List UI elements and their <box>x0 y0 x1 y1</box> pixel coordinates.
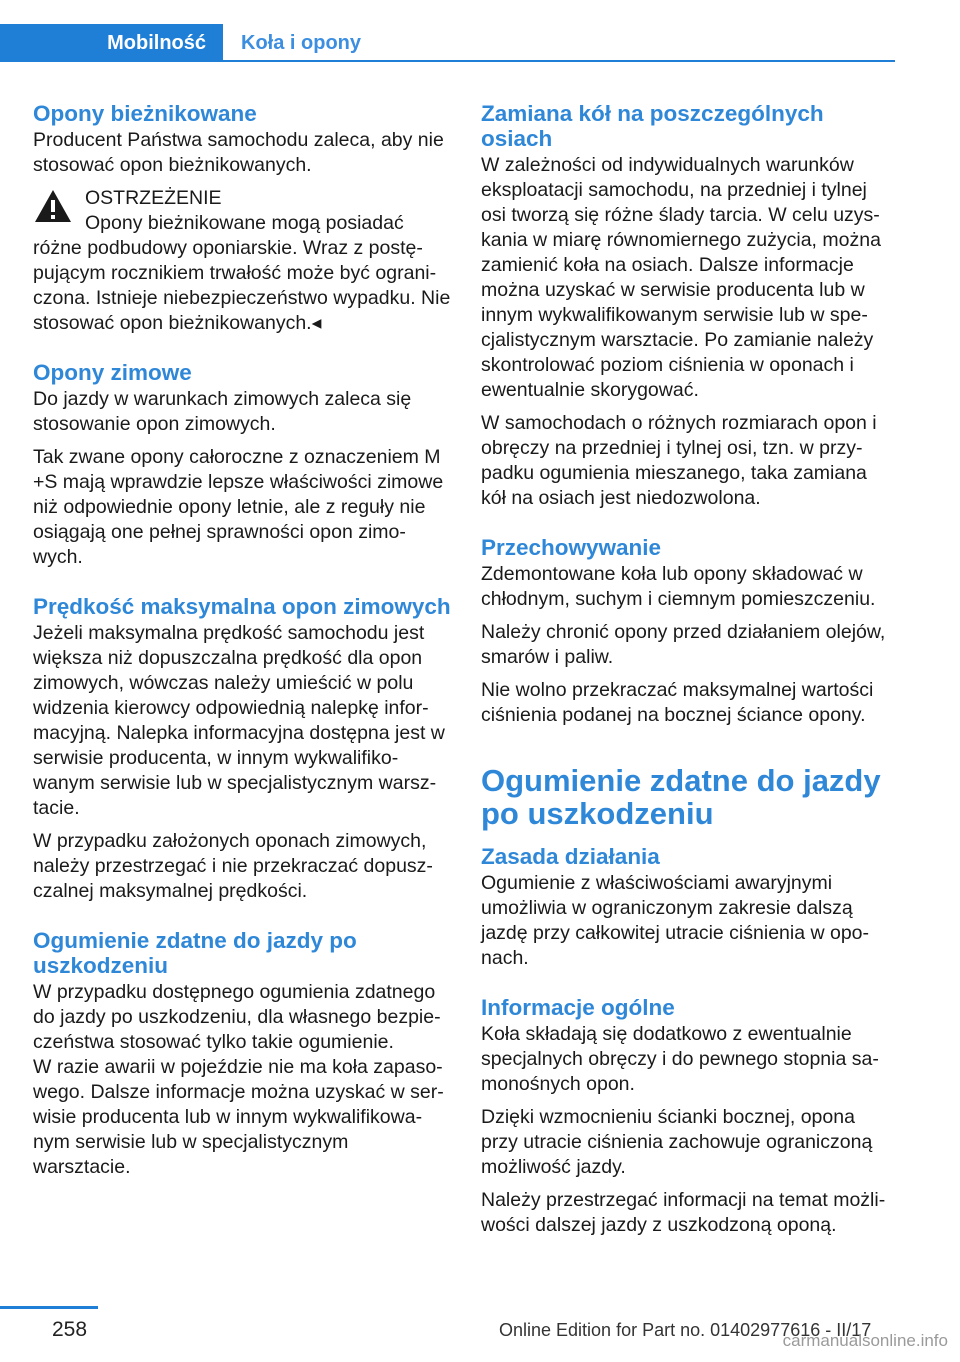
runflat-text-1: W przypadku dostępnego ogumienia zdatnego do jazdy po uszkodzeniu, dla własnego bezpie‐czeństwa stosować tylko takie ogumienie. <box>33 981 441 1053</box>
winter-text-1: Do jazdy w warunkach zimowych zaleca się stosowanie opon zimowych. <box>33 388 412 435</box>
warning-box <box>33 186 451 336</box>
retread-text: Producent Państwa samochodu zaleca, aby nie stosować opon bieżnikowanych. <box>33 129 444 176</box>
storage-heading: Przechowywanie <box>481 535 662 560</box>
principle-heading: Zasada działania <box>481 844 660 869</box>
general-heading: Informacje ogólne <box>481 995 675 1020</box>
tab-mobility[interactable]: Mobilność <box>0 24 223 62</box>
general-text-3: Należy przestrzegać informacji na temat możli‐wości dalszej jazdy z uszkodzoną oponą. <box>481 1189 886 1236</box>
storage-text-2: Należy chronić opony przed działaniem olejów, smarów i paliw. <box>481 621 886 668</box>
winter-heading: Opony zimowe <box>33 360 192 385</box>
winter-text-2: Tak zwane opony całoroczne z oznaczeniem M +S mają wprawdzie lepsze właściwości zimowe niż odpowiednie opony letnie, ale z reguły nie osiągają one pełnej sprawności opon zimo‐wych. <box>33 446 444 568</box>
general-text-1: Koła składają się dodatkowo z ewentualnie specjalnych obręczy i do pewnego stopnia sa‐monośnych opon. <box>481 1023 879 1095</box>
storage-text-1: Zdemontowane koła lub opony składować w chłodnym, suchym i ciemnym pomieszczeniu. <box>481 563 876 610</box>
runflat-heading: Ogumienie zdatne do jazdy po uszkodzeniu <box>33 928 357 978</box>
retread-heading: Opony bieżnikowane <box>33 101 257 126</box>
page-number: 258 <box>52 1318 88 1341</box>
speed-text-1: Jeżeli maksymalna prędkość samochodu jest większa niż dopuszczalna prędkość dla opon zimowych, wówczas należy umieścić w polu widzenia kierowcy odpowiednią nalepkę infor‐macyjną. Nalepka informacyjna dostępna jest w serwisie producenta, w innym wykwalifiko‐wanym serwisie lub w specjalistycznym warsz‐tacie. <box>33 622 445 819</box>
runflat-text-2: W razie awarii w pojeździe nie ma koła zapaso‐wego. Dalsze informacje można uzyskać w ser‐wisie producenta lub w innym wykwalifikowa‐nym serwisie lub w specjalistycznym warsztacie. <box>33 1056 444 1178</box>
warning-title: OSTRZEŻENIE <box>85 187 222 209</box>
tab-wheels-tires[interactable]: Koła i opony <box>241 31 361 54</box>
swap-heading: Zamiana kół na poszczególnych osiach <box>481 101 824 151</box>
speed-text-2: W przypadku założonych oponach zimowych, należy przestrzegać i nie przekraczać dopusz‐czalnej maksymalnej prędkości. <box>33 830 433 902</box>
swap-text-1: W zależności od indywidualnych warunków eksploatacji samochodu, na przedniej i tylnej osi tworzą się różne ślady tarcia. W celu uzys‐kania w miarę równomiernego zużycia, można zamienić koła na osiach. Dalsze informacje można uzyskać w serwisie producenta lub w innym wykwalifikowanym serwisie lub w spe‐cjalistycznym warsztacie. Po zamianie należy skontrolować poziom ciśnienia w oponach i ewentualnie skorygować. <box>481 154 881 401</box>
right-column <box>481 101 895 1246</box>
edition-footer: Online Edition for Part no. 01402977616 - II/17 <box>499 1320 872 1340</box>
storage-text-3: Nie wolno przekraczać maksymalnej wartości ciśnienia podanej na bocznej ściance opony. <box>481 679 874 726</box>
general-text-2: Dzięki wzmocnieniu ścianki bocznej, opona przy utracie ciśnienia zachowuje ograniczoną możliwość jazdy. <box>481 1106 873 1178</box>
left-column <box>33 101 451 1188</box>
speed-heading: Prędkość maksymalna opon zimowych <box>33 594 451 619</box>
page-number-rule <box>0 1306 98 1309</box>
principle-text: Ogumienie z właściwościami awaryjnymi umożliwia w ograniczonym zakresie dalszą jazdę przy całkowitej utracie ciśnienia w opo‐nach. <box>481 872 870 969</box>
warning-text-rest: różne podbudowy oponiarskie. Wraz z postę‐pującym rocznikiem trwałość może być ograni‐czona. Istnieje niebezpieczeństwo wypadku. Nie stosować opon bieżnikowanych.◂ <box>33 237 451 334</box>
header-tabs <box>0 24 895 62</box>
section-heading: Ogumienie zdatne do jazdy po uszkodzeniu <box>481 763 881 831</box>
tab-divider <box>0 60 895 62</box>
warning-text-first: Opony bieżnikowane mogą posiadać <box>85 212 404 234</box>
watermark: carmanualsonline.info <box>782 1331 948 1350</box>
swap-text-2: W samochodach o różnych rozmiarach opon i obręczy na przedniej i tylnej osi, tzn. w przy‐padku ogumienia mieszanego, taka zamiana kół na osiach jest niedozwolona. <box>481 412 877 509</box>
warning-icon <box>33 186 73 226</box>
